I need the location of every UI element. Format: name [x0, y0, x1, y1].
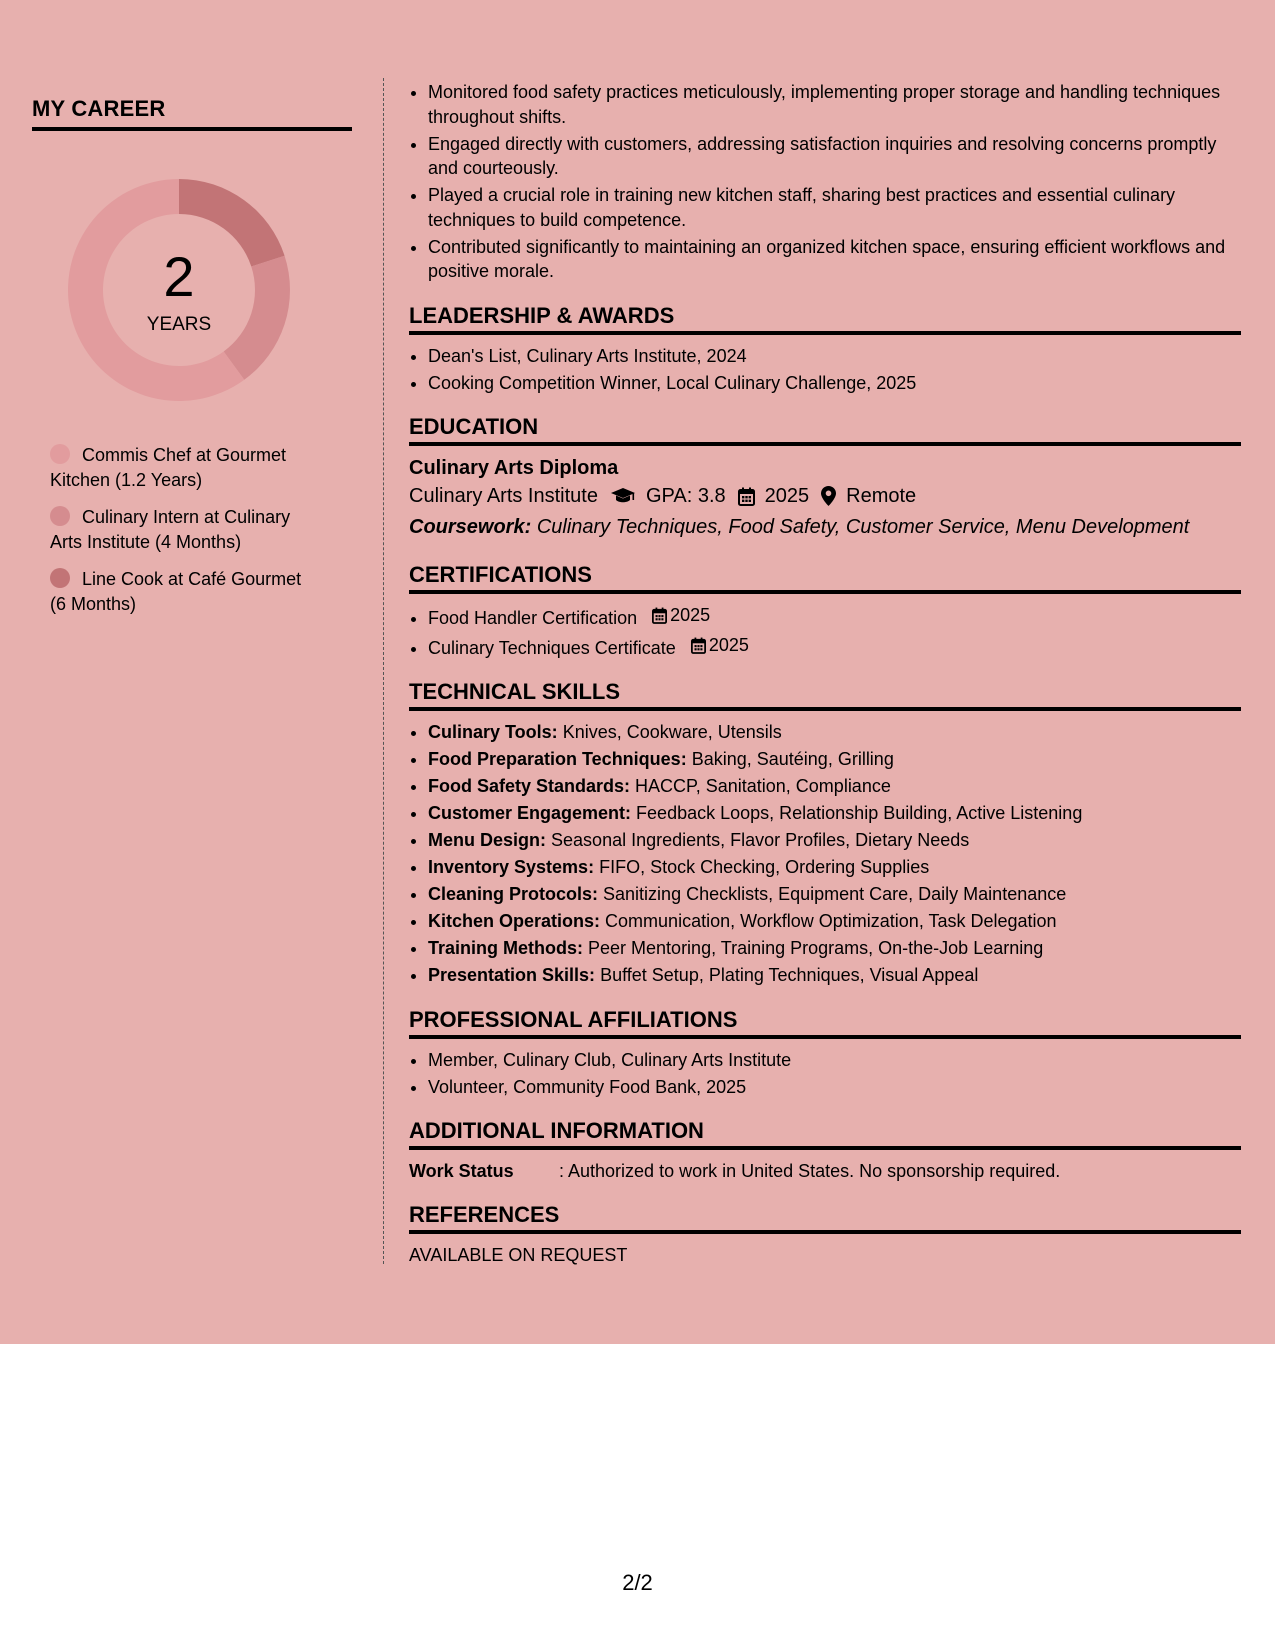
skill-label: Training Methods: — [428, 938, 583, 958]
list-item — [428, 633, 1241, 660]
list-item — [428, 963, 1241, 988]
section-title-references: REFERENCES — [409, 1202, 1241, 1234]
skill-value: Feedback Loops, Relationship Building, Active Listening — [636, 803, 1083, 823]
list-item — [428, 828, 1241, 853]
certification-year: 2025 — [708, 634, 749, 655]
list-item — [428, 720, 1241, 745]
skill-label: Cleaning Protocols: — [428, 884, 599, 904]
legend-item — [50, 505, 320, 554]
list-item: • Volunteer, Community Food Bank, 2025 — [428, 1075, 1241, 1100]
location-pin-icon — [821, 486, 836, 506]
total-years-unit: YEARS — [146, 314, 212, 335]
education-degree: Culinary Arts Diploma — [409, 457, 619, 479]
certification-name: Culinary Techniques Certificate — [428, 637, 676, 658]
total-years-number: 2 — [163, 245, 195, 308]
certification-date — [691, 633, 749, 658]
list-item: • Member, Culinary Club, Culinary Arts Institute — [428, 1048, 1241, 1073]
education-meta — [409, 481, 1241, 511]
section-title-certifications: CERTIFICATIONS — [409, 562, 1241, 594]
skill-label: Inventory Systems: — [428, 857, 595, 877]
section-title-additional: ADDITIONAL INFORMATION — [409, 1118, 1241, 1150]
career-legend — [50, 443, 320, 616]
legend-dot-icon — [50, 444, 70, 464]
legend-dot-icon — [50, 506, 70, 526]
skill-label: Food Safety Standards: — [428, 776, 631, 796]
experience-bullets — [409, 80, 1241, 284]
list-item — [428, 801, 1241, 826]
certification-name: Food Handler Certification — [428, 607, 638, 628]
list-item — [428, 747, 1241, 772]
skill-label: Customer Engagement: — [428, 803, 632, 823]
section-title-education: EDUCATION — [409, 414, 1241, 446]
career-title: MY CAREER — [32, 96, 352, 131]
education-year: 2025 — [764, 485, 810, 507]
list-item — [428, 855, 1241, 880]
skill-label: Culinary Tools: — [428, 722, 558, 742]
legend-label: Commis Chef at Gourmet Kitchen (1.2 Years) — [50, 445, 287, 490]
affiliations-list — [409, 1048, 1241, 1100]
skill-label: Menu Design: — [428, 830, 547, 850]
list-item — [428, 936, 1241, 961]
skill-label: Food Preparation Techniques: — [428, 749, 687, 769]
certification-year: 2025 — [670, 605, 711, 625]
list-item: • Cooking Competition Winner, Local Culinary Challenge, 2025 — [428, 371, 1241, 396]
skill-label: Presentation Skills: — [428, 965, 596, 985]
legend-label: Culinary Intern at Culinary Arts Institute (4 Months) — [50, 507, 291, 552]
list-item — [428, 603, 1241, 630]
work-status-row — [409, 1159, 1241, 1183]
skill-value: Buffet Setup, Plating Techniques, Visual Appeal — [600, 965, 979, 985]
skills-list — [409, 720, 1241, 988]
coursework-label: Coursework: — [409, 516, 532, 538]
skill-value: Communication, Workflow Optimization, Task Delegation — [605, 911, 1057, 931]
skill-value: HACCP, Sanitation, Compliance — [635, 776, 891, 796]
section-title-affiliations: PROFESSIONAL AFFILIATIONS — [409, 1007, 1241, 1039]
calendar-icon — [652, 607, 667, 624]
coursework-text: Culinary Techniques, Food Safety, Customer Service, Menu Development — [536, 516, 1190, 538]
skill-value: Peer Mentoring, Training Programs, On-the-Job Learning — [588, 938, 1044, 958]
skill-value: Baking, Sautéing, Grilling — [691, 749, 894, 769]
list-item — [428, 774, 1241, 799]
section-title-leadership: LEADERSHIP & AWARDS — [409, 303, 1241, 335]
education-institution: Culinary Arts Institute — [409, 485, 598, 507]
list-item: • Monitored food safety practices meticulously, implementing proper storage and handling techniques throughout shifts. — [428, 80, 1241, 129]
legend-item — [50, 567, 320, 616]
calendar-icon — [738, 487, 755, 506]
column-divider — [383, 78, 384, 1264]
career-sidebar — [32, 96, 352, 629]
skill-value: Seasonal Ingredients, Flavor Profiles, Dietary Needs — [551, 830, 970, 850]
calendar-icon — [691, 637, 706, 654]
education-location: Remote — [846, 485, 917, 507]
leadership-list — [409, 344, 1241, 396]
list-item: • Contributed significantly to maintaining an organized kitchen space, ensuring efficient workflows and positive morale. — [428, 235, 1241, 284]
skill-value: Knives, Cookware, Utensils — [562, 722, 782, 742]
legend-label: Line Cook at Café Gourmet (6 Months) — [50, 569, 302, 614]
education-gpa: GPA: 3.8 — [645, 485, 726, 507]
list-item: • Engaged directly with customers, addressing satisfaction inquiries and resolving concerns promptly and courteously. — [428, 132, 1241, 181]
legend-item — [50, 443, 320, 492]
legend-dot-icon — [50, 568, 70, 588]
skill-label: Kitchen Operations: — [428, 911, 601, 931]
section-title-skills: TECHNICAL SKILLS — [409, 679, 1241, 711]
work-status-value: : Authorized to work in United States. No sponsorship required. — [559, 1161, 1061, 1181]
skill-value: FIFO, Stock Checking, Ordering Supplies — [599, 857, 930, 877]
graduation-cap-icon — [610, 487, 636, 505]
references-text: AVAILABLE ON REQUEST — [409, 1245, 628, 1265]
career-donut-chart — [64, 175, 294, 405]
skill-value: Sanitizing Checklists, Equipment Care, Daily Maintenance — [603, 884, 1067, 904]
work-status-key: Work Status — [409, 1161, 514, 1181]
list-item — [428, 882, 1241, 907]
education-coursework — [409, 511, 1241, 543]
certification-date — [652, 603, 710, 628]
certifications-list — [409, 603, 1241, 660]
main-content — [409, 80, 1241, 1268]
list-item: • Dean's List, Culinary Arts Institute, 2024 — [428, 344, 1241, 369]
donut-center — [64, 175, 294, 405]
list-item: • Played a crucial role in training new kitchen staff, sharing best practices and essential culinary techniques to build competence. — [428, 183, 1241, 232]
list-item — [428, 909, 1241, 934]
page-number: 2/2 — [622, 1570, 653, 1595]
